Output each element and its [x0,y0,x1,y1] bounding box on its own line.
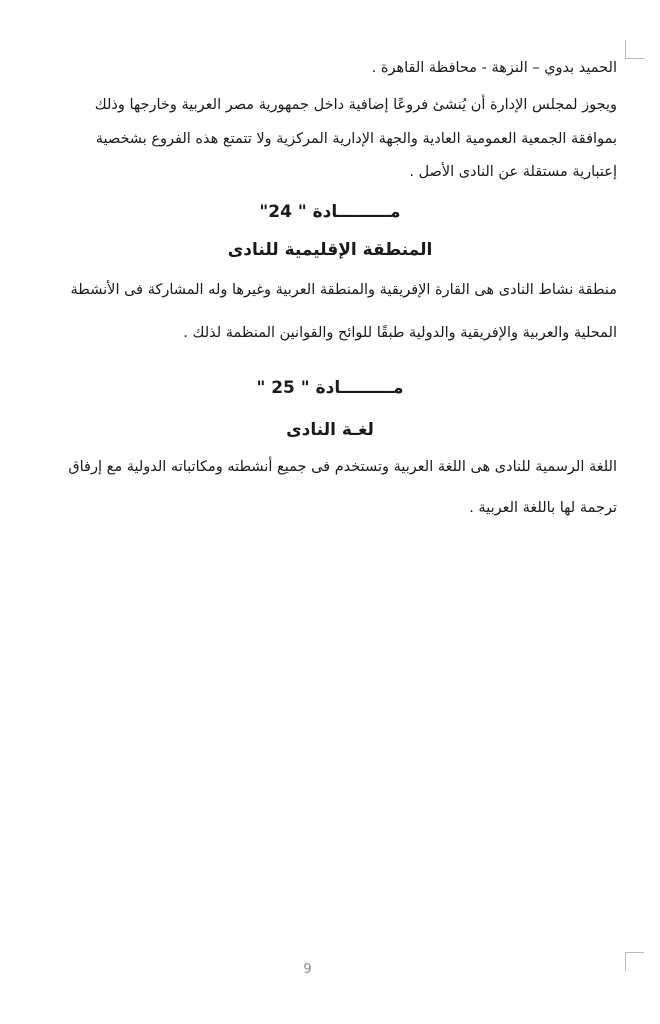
article-24-line-1: منطقة نشاط النادى هى القارة الإفريقية والمنطقة العربية وغيرها وله المشاركة فى الأنشطة [70,282,617,298]
article-25-title: لغـة النادى [286,420,374,440]
top-right-crop-mark [625,40,644,59]
article-25-line-2: ترجمة لها باللغة العربية . [469,500,617,516]
article-24-heading: مـــــــــادة " 24" [259,202,401,222]
page-number: 9 [303,962,312,977]
bottom-right-crop-mark [625,952,644,971]
paragraph-1-line-4: إعتبارية مستقلة عن النادى الأصل . [409,164,617,180]
paragraph-1-line-3: بموافقة الجمعية العمومية العادية والجهة الإدارية المركزية ولا تتمتع هذه الفروع بشخصية [95,131,617,147]
article-25-line-1: اللغة الرسمية للنادى هى اللغة العربية وتستخدم فى جميع أنشطته ومكاتباته الدولية مع إرفاق [68,459,617,475]
paragraph-1-line-1: الحميد بدوي – النزهة - محافظة القاهرة . [371,60,617,76]
article-24-title: المنطقة الإقليمية للنادى [227,240,433,260]
article-25-heading: مـــــــــادة " 25 " [256,378,404,398]
paragraph-1-line-2: ويجوز لمجلس الإدارة أن يُنشئ فروعًا إضافية داخل جمهورية مصر العربية وخارجها وذلك [94,97,617,113]
article-24-line-2: المحلية والعربية والإفريقية والدولية طبقًا للوائح والقوانين المنظمة لذلك . [183,325,617,341]
